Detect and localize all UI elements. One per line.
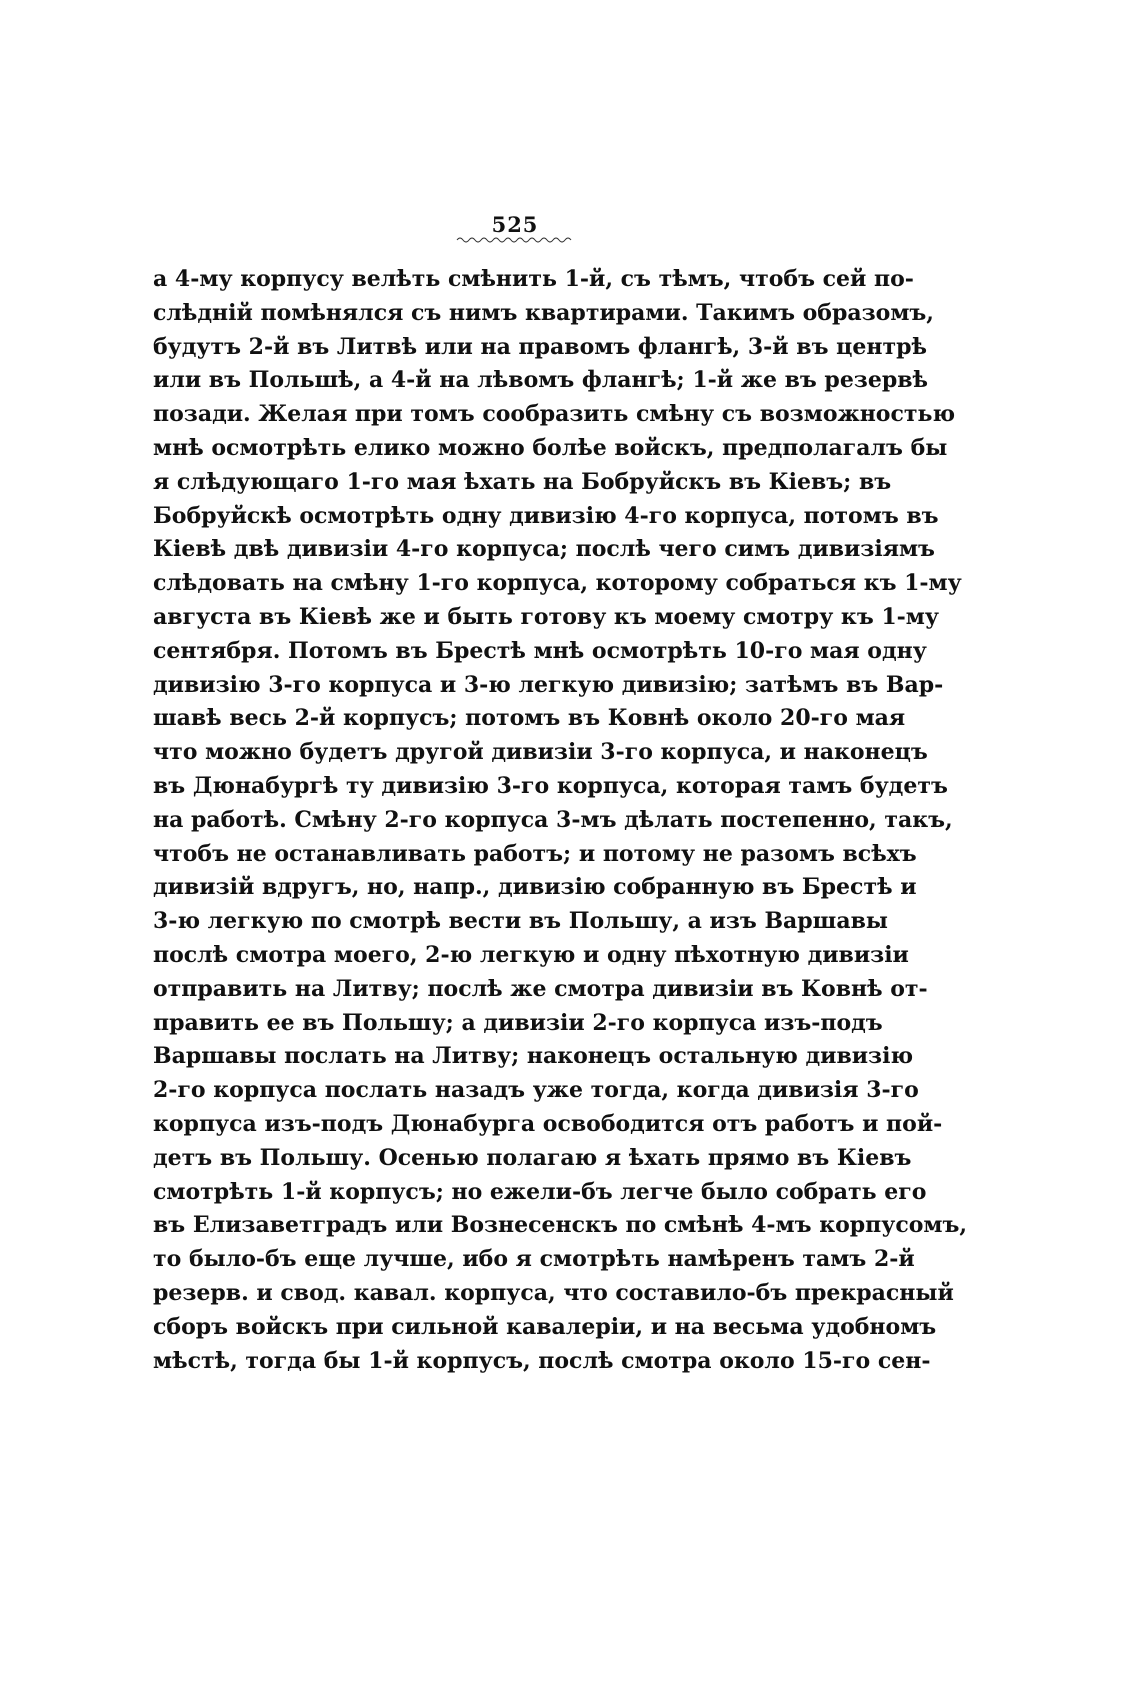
text-line: на работѣ. Смѣну 2-го корпуса 3-мъ дѣлать постепенно, такъ,	[153, 806, 953, 833]
text-line: Варшавы послать на Литву; наконецъ остальную дивизію	[153, 1043, 914, 1070]
text-line: въ Елизаветградъ или Вознесенскъ по смѣнѣ 4-мъ корпусомъ,	[153, 1212, 968, 1239]
text-line: 2-го корпуса послать назадъ уже тогда, когда дивизія 3-го	[153, 1077, 919, 1104]
text-line: 3-ю легкую по смотрѣ вести въ Польшу, а изъ Варшавы	[153, 908, 888, 935]
text-line: будутъ 2-й въ Литвѣ или на правомъ флангѣ, 3-й въ центрѣ	[153, 333, 927, 360]
text-line: послѣ смотра моего, 2-ю легкую и одну пѣхотную дивизіи	[153, 941, 909, 968]
text-line: дивизій вдругъ, но, напр., дивизію собранную въ Брестѣ и	[153, 874, 917, 901]
text-line: я слѣдующаго 1-го мая ѣхать на Бобруйскъ въ Кіевъ; въ	[153, 468, 892, 495]
text-line: или въ Польшѣ, а 4-й на лѣвомъ флангѣ; 1-й же въ резервѣ	[153, 367, 928, 394]
text-line: Бобруйскѣ осмотрѣть одну дивизію 4-го корпуса, потомъ въ	[153, 502, 939, 529]
page-number: 525	[491, 212, 539, 237]
text-line: а 4-му корпусу велѣть смѣнить 1-й, съ тѣмъ, чтобъ сей по-	[153, 266, 914, 292]
text-line: сентября. Потомъ въ Брестѣ мнѣ осмотрѣть 10-го мая одну	[153, 637, 927, 664]
text-line: отправить на Литву; послѣ же смотра дивизіи въ Ковнѣ от-	[153, 975, 928, 1002]
text-line: смотрѣть 1-й корпусъ; но ежели-бъ легче было собрать его	[153, 1178, 927, 1205]
body-text	[153, 263, 968, 1378]
text-line: что можно будетъ другой дивизіи 3-го корпуса, и наконецъ	[153, 739, 928, 766]
text-line: мнѣ осмотрѣть елико можно болѣе войскъ, предполагалъ бы	[153, 434, 948, 461]
text-line: августа въ Кіевѣ же и быть готову къ моему смотру къ 1-му	[153, 603, 939, 630]
text-line: то было-бъ еще лучше, ибо я смотрѣть намѣренъ тамъ 2-й	[153, 1246, 915, 1273]
text-line: Кіевѣ двѣ дивизіи 4-го корпуса; послѣ чего симъ дивизіямъ	[153, 536, 935, 563]
text-line: дивизію 3-го корпуса и 3-ю легкую дивизію; затѣмъ въ Вар-	[153, 671, 944, 698]
text-line: слѣдній помѣнялся съ нимъ квартирами. Такимъ образомъ,	[153, 299, 934, 326]
text-line: въ Дюнабургѣ ту дивизію 3-го корпуса, которая тамъ будетъ	[153, 772, 948, 799]
text-line: позади. Желая при томъ сообразить смѣну съ возможностью	[153, 401, 956, 428]
text-line: править ее въ Польшу; а дивизіи 2-го корпуса изъ-подъ	[153, 1009, 883, 1036]
text-line: мѣстѣ, тогда бы 1-й корпусъ, послѣ смотра около 15-го сен-	[153, 1347, 931, 1374]
text-line: слѣдовать на смѣну 1-го корпуса, которому собраться къ 1-му	[153, 570, 962, 597]
text-line: резерв. и свод. кавал. корпуса, что составило-бъ прекрасный	[153, 1279, 954, 1306]
page-header	[440, 212, 590, 245]
text-line: корпуса изъ-подъ Дюнабурга освободится отъ работъ и пой-	[153, 1110, 943, 1137]
text-line: шавѣ весь 2-й корпусъ; потомъ въ Ковнѣ около 20-го мая	[153, 705, 906, 732]
text-line: чтобъ не останавливать работъ; и потому не разомъ всѣхъ	[153, 840, 917, 867]
text-line: детъ въ Польшу. Осенью полагаю я ѣхать прямо въ Кіевъ	[153, 1144, 912, 1171]
text-line: сборъ войскъ при сильной кавалеріи, и на весьма удобномъ	[153, 1313, 937, 1340]
